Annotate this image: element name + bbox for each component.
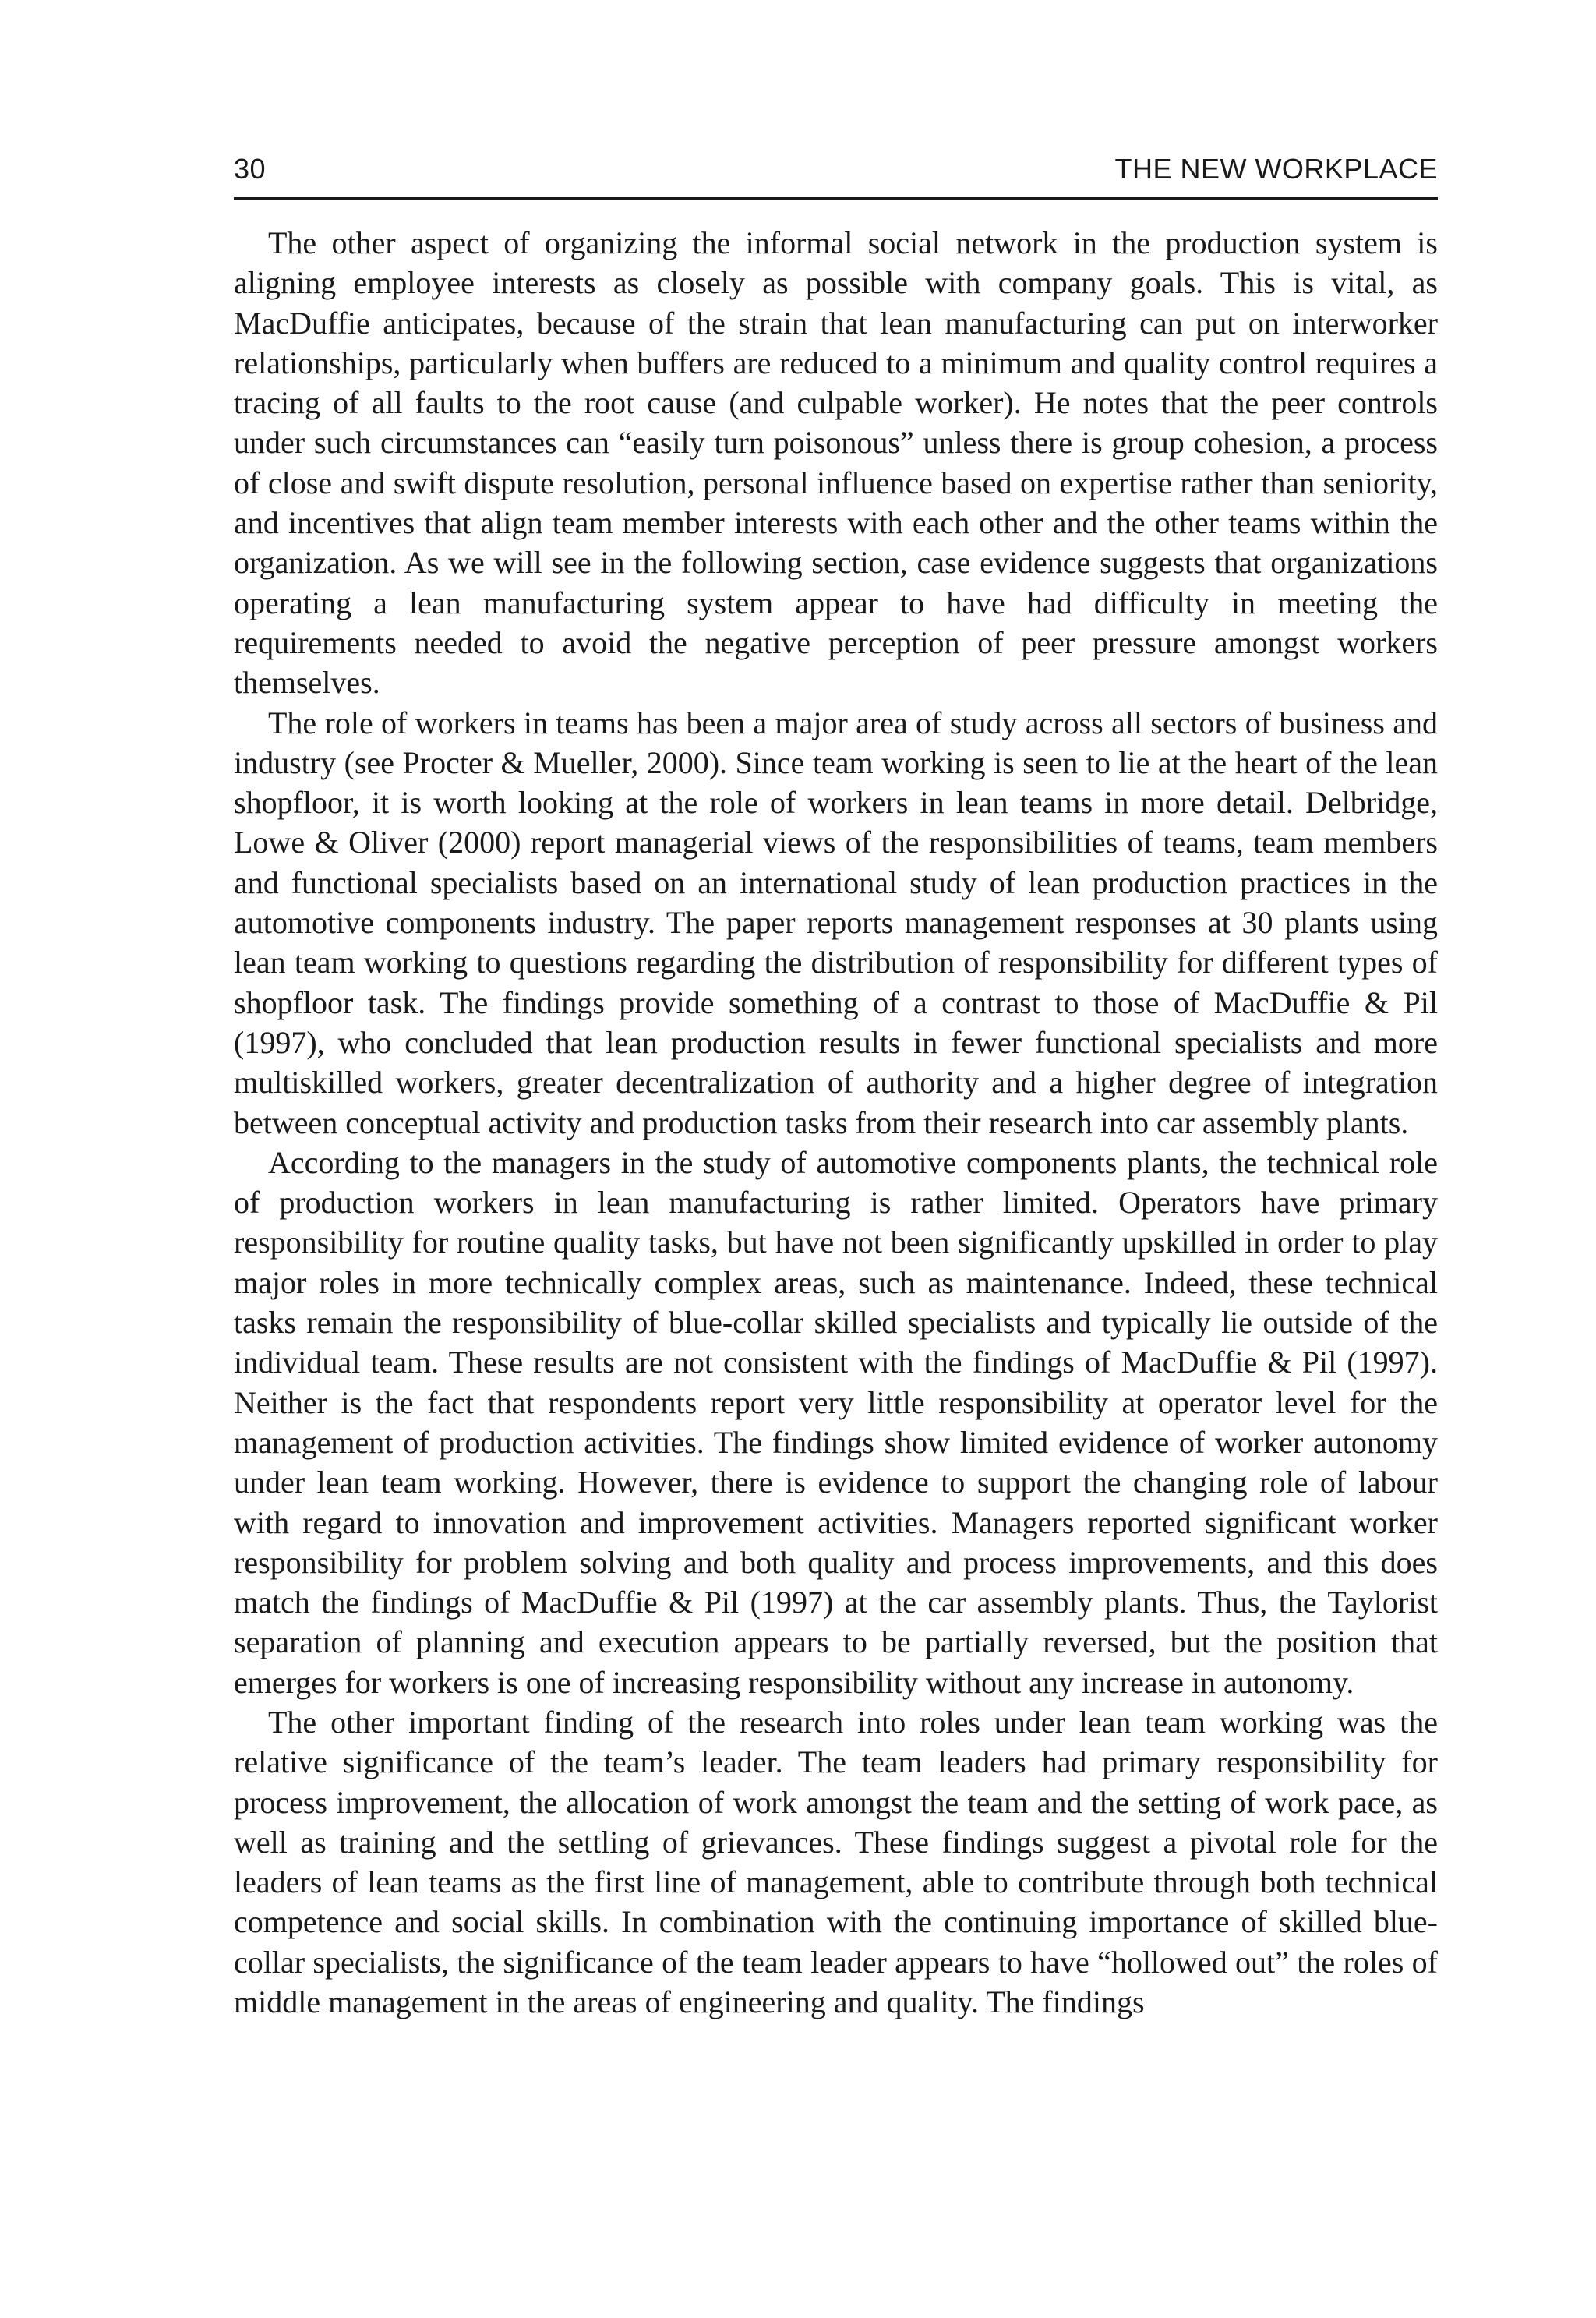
paragraph-3: According to the managers in the study of automotive components plants, the technical role of production workers in lean manufacturing is rather limited. Operators have primary responsibility for routine quality tasks, but have not been significantly upskilled in order to play major roles in more technically complex areas, such as maintenance. Indeed, these technical tasks remain the responsibility of blue-collar skilled specialists and typically lie outside of the individual team. These results are not consistent with the findings of MacDuffie & Pil (1997). Neither is the fact that respondents report very little responsibility at operator level for the management of production activities. The findings show limited evidence of worker autonomy under lean team working. However, there is evidence to support the changing role of labour with regard to innovation and improvement activities. Managers reported significant worker responsibility for problem solving and both quality and process improvements, and this does match the findings of MacDuffie & Pil (1997) at the car assembly plants. Thus, the Taylorist separation of planning and execution appears to be partially reversed, but the position that emerges for workers is one of increasing responsibility without any increase in autonomy. [234, 1144, 1438, 1700]
header-rule [234, 197, 1438, 200]
paragraph-1: The other aspect of organizing the informal social network in the production system is aligning employee interests as closely as possible with company goals. This is vital, as MacDuffie anticipates, because of the strain that lean manufacturing can put on interworker relationships, particularly when buffers are reduced to a minimum and quality control requires a tracing of all faults to the root cause (and culpable worker). He notes that the peer controls under such circumstances can “easily turn poisonous” unless there is group cohesion, a process of close and swift dispute resolution, personal influence based on expertise rather than seniority, and incentives that align team member interests with each other and the other teams within the organization. As we will see in the following section, case evidence suggests that organizations operating a lean manufacturing system appear to have had difficulty in meeting the requirements needed to avoid the negative perception of peer pressure amongst workers themselves. [234, 225, 1438, 701]
book-page [234, 152, 1438, 2022]
running-title: THE NEW WORKPLACE [1114, 153, 1438, 185]
paragraph-2: The role of workers in teams has been a major area of study across all sectors of business and industry (see Procter & Mueller, 2000). Since team working is seen to lie at the heart of the lean shopfloor, it is worth looking at the role of workers in lean teams in more detail. Delbridge, Lowe & Oliver (2000) report managerial views of the responsibilities of teams, team members and functional specialists based on an international study of lean production practices in the automotive components industry. The paper reports management responses at 30 plants using lean team working to questions regarding the distribution of responsibility for different types of shopfloor task. The findings provide something of a contrast to those of MacDuffie & Pil (1997), who concluded that lean production results in fewer functional specialists and more multiskilled workers, greater decentralization of authority and a higher degree of integration between conceptual activity and production tasks from their research into car assembly plants. [234, 705, 1438, 1140]
running-header [234, 152, 1438, 197]
body-text [234, 223, 1438, 2022]
page-number: 30 [234, 153, 267, 185]
paragraph-4: The other important finding of the research into roles under lean team working was the relative significance of the team’s leader. The team leaders had primary responsibility for process improvement, the allocation of work amongst the team and the setting of work pace, as well as training and the settling of grievances. These findings suggest a pivotal role for the leaders of lean teams as the first line of management, able to contribute through both technical competence and social skills. In combination with the continuing importance of skilled blue-collar specialists, the significance of the team leader appears to have “hollowed out” the roles of middle management in the areas of engineering and quality. The findings [234, 1704, 1438, 2020]
